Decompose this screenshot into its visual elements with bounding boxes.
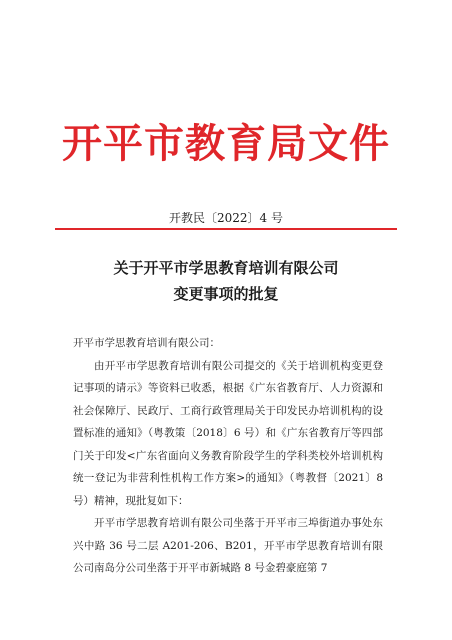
document-body <box>73 332 383 580</box>
document-title-line-1: 关于开平市学思教育培训有限公司 <box>113 259 339 277</box>
salutation: 开平市学思教育培训有限公司： <box>73 337 220 349</box>
red-divider-line <box>55 228 397 230</box>
masthead-title: 开平市教育局文件 <box>62 120 390 167</box>
document-number: 开教民〔2022〕4 号 <box>169 211 283 225</box>
document-title-line-2: 变更事项的批复 <box>173 285 279 303</box>
body-paragraph-1: 由开平市学思教育培训有限公司提交的《关于培训机构变更登记事项的请示》等资料已收悉，根据《广东省教育厅、人力资源和社会保障厅、民政厅、工商行政管理局关于印发民办培训机构的设置标准的通知》（粤教策〔2018〕6 号）和《广东省教育厅等四部门关于印发<广东省面向义务教育阶段学生的学科类校外培训机构统一登记为非营利性机构工作方案>的通知》（粤教督〔2021〕8 号）精神，现批复如下： <box>73 359 383 507</box>
body-paragraph-2: 开平市学思教育培训有限公司坐落于开平市三埠街道办事处东兴中路 36 号二层 A201-206、B201，开平市学思教育培训有限公司南岛分公司坐落于开平市新城路 8 号金碧豪庭第 7 <box>73 517 383 574</box>
